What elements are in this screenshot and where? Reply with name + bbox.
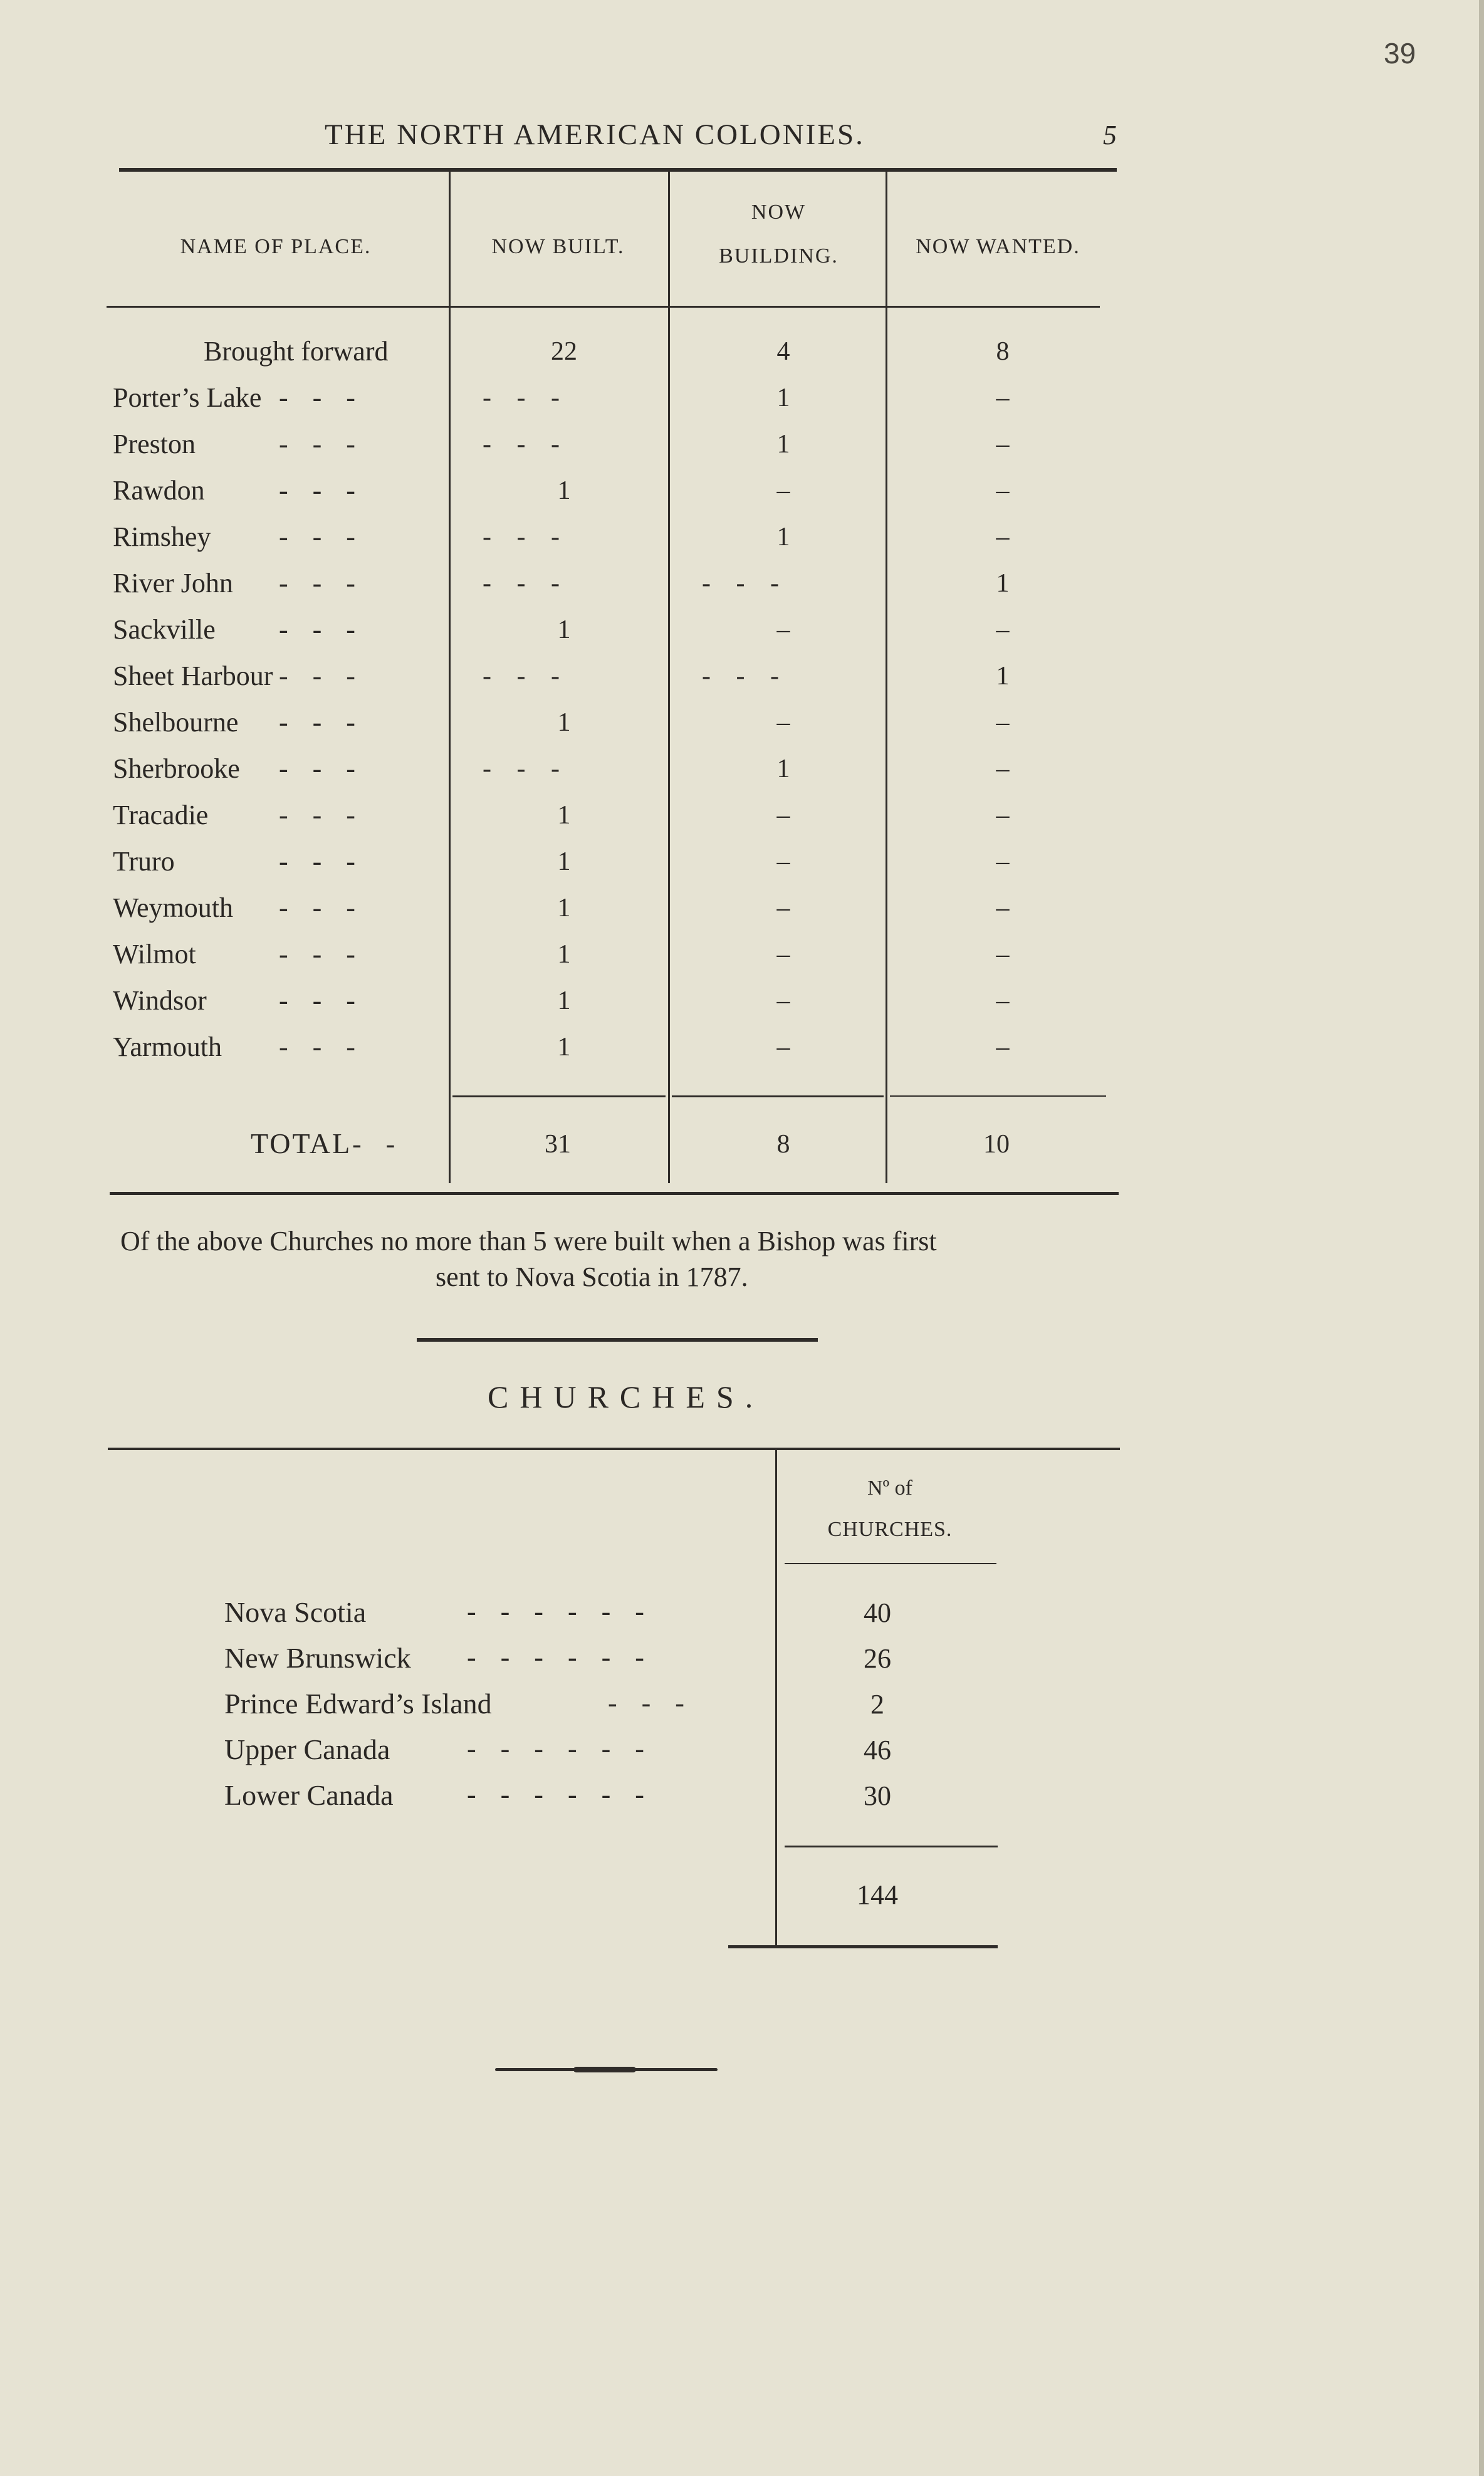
end-ornament-center xyxy=(573,2067,636,2072)
leader-dots: - - - xyxy=(279,1032,355,1062)
place-name: Wilmot xyxy=(113,939,196,969)
cell-built: - - - xyxy=(483,755,560,783)
churches-column-divider xyxy=(775,1450,777,1945)
cell-building: 1 xyxy=(776,755,790,783)
section-divider xyxy=(417,1338,818,1342)
cell-wanted: – xyxy=(996,708,1010,737)
cell-wanted: – xyxy=(996,986,1010,1015)
cell-wanted: 1 xyxy=(996,662,1010,691)
cell-built: 1 xyxy=(557,615,571,644)
cell-built: 1 xyxy=(557,1033,571,1062)
cell-building: – xyxy=(776,894,790,922)
cell-building: 4 xyxy=(776,337,790,366)
leader-dots: - - - xyxy=(279,800,355,830)
church-count: 26 xyxy=(864,1643,891,1674)
cell-building: - - - xyxy=(702,569,779,598)
region-name: Upper Canada xyxy=(224,1733,390,1765)
cell-built: 1 xyxy=(557,847,571,876)
cell-building: 1 xyxy=(776,523,790,551)
cell-built: - - - xyxy=(483,384,560,412)
total-wanted: 10 xyxy=(983,1130,1010,1159)
cell-built: 1 xyxy=(557,940,571,969)
cell-wanted: – xyxy=(996,847,1010,876)
cell-wanted: 1 xyxy=(996,569,1010,598)
leader-dots: - - - xyxy=(279,753,355,784)
churches-total: 144 xyxy=(857,1879,898,1910)
cell-building: – xyxy=(776,615,790,644)
header-now-built: NOW BUILT. xyxy=(491,235,625,258)
cell-wanted: – xyxy=(996,1033,1010,1062)
place-name: Porter’s Lake xyxy=(113,382,262,413)
leader-dots: - - - xyxy=(279,521,355,552)
region-name: New Brunswick xyxy=(224,1642,411,1674)
header-now-building-line1: NOW xyxy=(751,201,807,224)
cell-building: – xyxy=(776,708,790,737)
leader-dots: - - - xyxy=(279,892,355,923)
column-divider-3 xyxy=(886,170,887,1183)
leader-dots: - - - xyxy=(279,985,355,1016)
total-rule-building xyxy=(672,1095,884,1097)
leader-dots: - - - xyxy=(608,1688,684,1718)
cell-wanted: – xyxy=(996,430,1010,459)
cell-wanted: – xyxy=(996,523,1010,551)
cell-built: 1 xyxy=(557,476,571,505)
cell-wanted: 8 xyxy=(996,337,1010,366)
table-bottom-rule xyxy=(110,1192,1119,1195)
place-name: Sackville xyxy=(113,614,216,645)
leader-dots: - - - xyxy=(279,661,355,691)
total-building: 8 xyxy=(776,1130,790,1159)
place-name: Weymouth xyxy=(113,892,233,923)
header-bottom-rule xyxy=(107,306,1100,308)
place-name: Windsor xyxy=(113,985,207,1016)
place-name: Brought forward xyxy=(204,336,389,367)
cell-built: - - - xyxy=(483,523,560,551)
cell-wanted: – xyxy=(996,801,1010,830)
cell-built: - - - xyxy=(483,430,560,459)
church-count: 2 xyxy=(870,1689,884,1720)
total-rule-built xyxy=(452,1095,666,1097)
total-built: 31 xyxy=(545,1130,571,1159)
place-name: Yarmouth xyxy=(113,1032,222,1062)
churches-header-line1: Nº of xyxy=(867,1476,912,1500)
cell-built: 1 xyxy=(557,894,571,922)
leader-dots: - - - - - - xyxy=(467,1596,644,1627)
cell-built: 1 xyxy=(557,801,571,830)
total-rule-wanted xyxy=(890,1095,1106,1097)
cell-building: – xyxy=(776,801,790,830)
cell-building: – xyxy=(776,940,790,969)
cell-wanted: – xyxy=(996,894,1010,922)
table-top-rule xyxy=(119,168,1117,172)
cell-building: – xyxy=(776,1033,790,1062)
leader-dots: - - - xyxy=(279,939,355,969)
leader-dots: - - - - - - xyxy=(467,1733,644,1764)
cell-building: – xyxy=(776,476,790,505)
churches-header-rule xyxy=(785,1563,996,1564)
leader-dots: - - - xyxy=(279,846,355,877)
header-name-of-place: NAME OF PLACE. xyxy=(180,235,372,258)
place-name: Sherbrooke xyxy=(113,753,240,784)
cell-built: - - - xyxy=(483,662,560,691)
cell-wanted: – xyxy=(996,940,1010,969)
header-now-building-line2: BUILDING. xyxy=(719,244,839,268)
leader-dots: - - - xyxy=(279,429,355,459)
place-name: Tracadie xyxy=(113,800,209,830)
place-name: Sheet Harbour xyxy=(113,661,273,691)
place-name: Truro xyxy=(113,846,175,877)
running-head-page: 5 xyxy=(1103,120,1117,150)
cell-building: – xyxy=(776,847,790,876)
cell-built: 1 xyxy=(557,986,571,1015)
place-name: Preston xyxy=(113,429,196,459)
leader-dots: - - - - - - xyxy=(467,1642,644,1673)
churches-sum-rule xyxy=(785,1846,998,1847)
church-count: 40 xyxy=(864,1597,891,1628)
cell-building: – xyxy=(776,986,790,1015)
cell-built: - - - xyxy=(483,569,560,598)
cell-building: - - - xyxy=(702,662,779,691)
header-now-wanted: NOW WANTED. xyxy=(916,235,1080,258)
leader-dots: - - - xyxy=(279,614,355,645)
cell-built: 22 xyxy=(551,337,577,366)
place-name: Rawdon xyxy=(113,475,205,506)
total-dots: - - xyxy=(352,1129,395,1159)
church-count: 46 xyxy=(864,1735,891,1765)
region-name: Lower Canada xyxy=(224,1779,394,1811)
place-name: River John xyxy=(113,568,233,598)
region-name: Nova Scotia xyxy=(224,1596,367,1628)
leader-dots: - - - - - - xyxy=(467,1779,644,1810)
leader-dots: - - - xyxy=(279,475,355,506)
leader-dots: - - - xyxy=(279,707,355,738)
church-count: 30 xyxy=(864,1780,891,1811)
column-divider-2 xyxy=(668,170,670,1183)
churches-title: CHURCHES. xyxy=(488,1379,765,1414)
cell-wanted: – xyxy=(996,615,1010,644)
cell-wanted: – xyxy=(996,755,1010,783)
note-line-2: sent to Nova Scotia in 1787. xyxy=(436,1262,748,1292)
place-name: Rimshey xyxy=(113,521,211,552)
page-number: 39 xyxy=(1384,37,1416,70)
leader-dots: - - - xyxy=(279,382,355,413)
running-head-title: THE NORTH AMERICAN COLONIES. xyxy=(325,118,865,151)
place-name: Shelbourne xyxy=(113,707,239,738)
churches-header-line2: CHURCHES. xyxy=(827,1518,953,1541)
note-line-1: Of the above Churches no more than 5 were built when a Bishop was first xyxy=(120,1226,937,1256)
cell-building: 1 xyxy=(776,384,790,412)
page-edge xyxy=(1479,0,1484,2476)
churches-top-rule xyxy=(108,1448,1120,1450)
total-label: TOTAL xyxy=(251,1127,352,1159)
cell-wanted: – xyxy=(996,384,1010,412)
cell-building: 1 xyxy=(776,430,790,459)
region-name: Prince Edward’s Island xyxy=(224,1688,492,1720)
churches-bottom-rule xyxy=(728,1945,998,1948)
leader-dots: - - - xyxy=(279,568,355,598)
cell-built: 1 xyxy=(557,708,571,737)
cell-wanted: – xyxy=(996,476,1010,505)
column-divider-1 xyxy=(449,170,451,1183)
